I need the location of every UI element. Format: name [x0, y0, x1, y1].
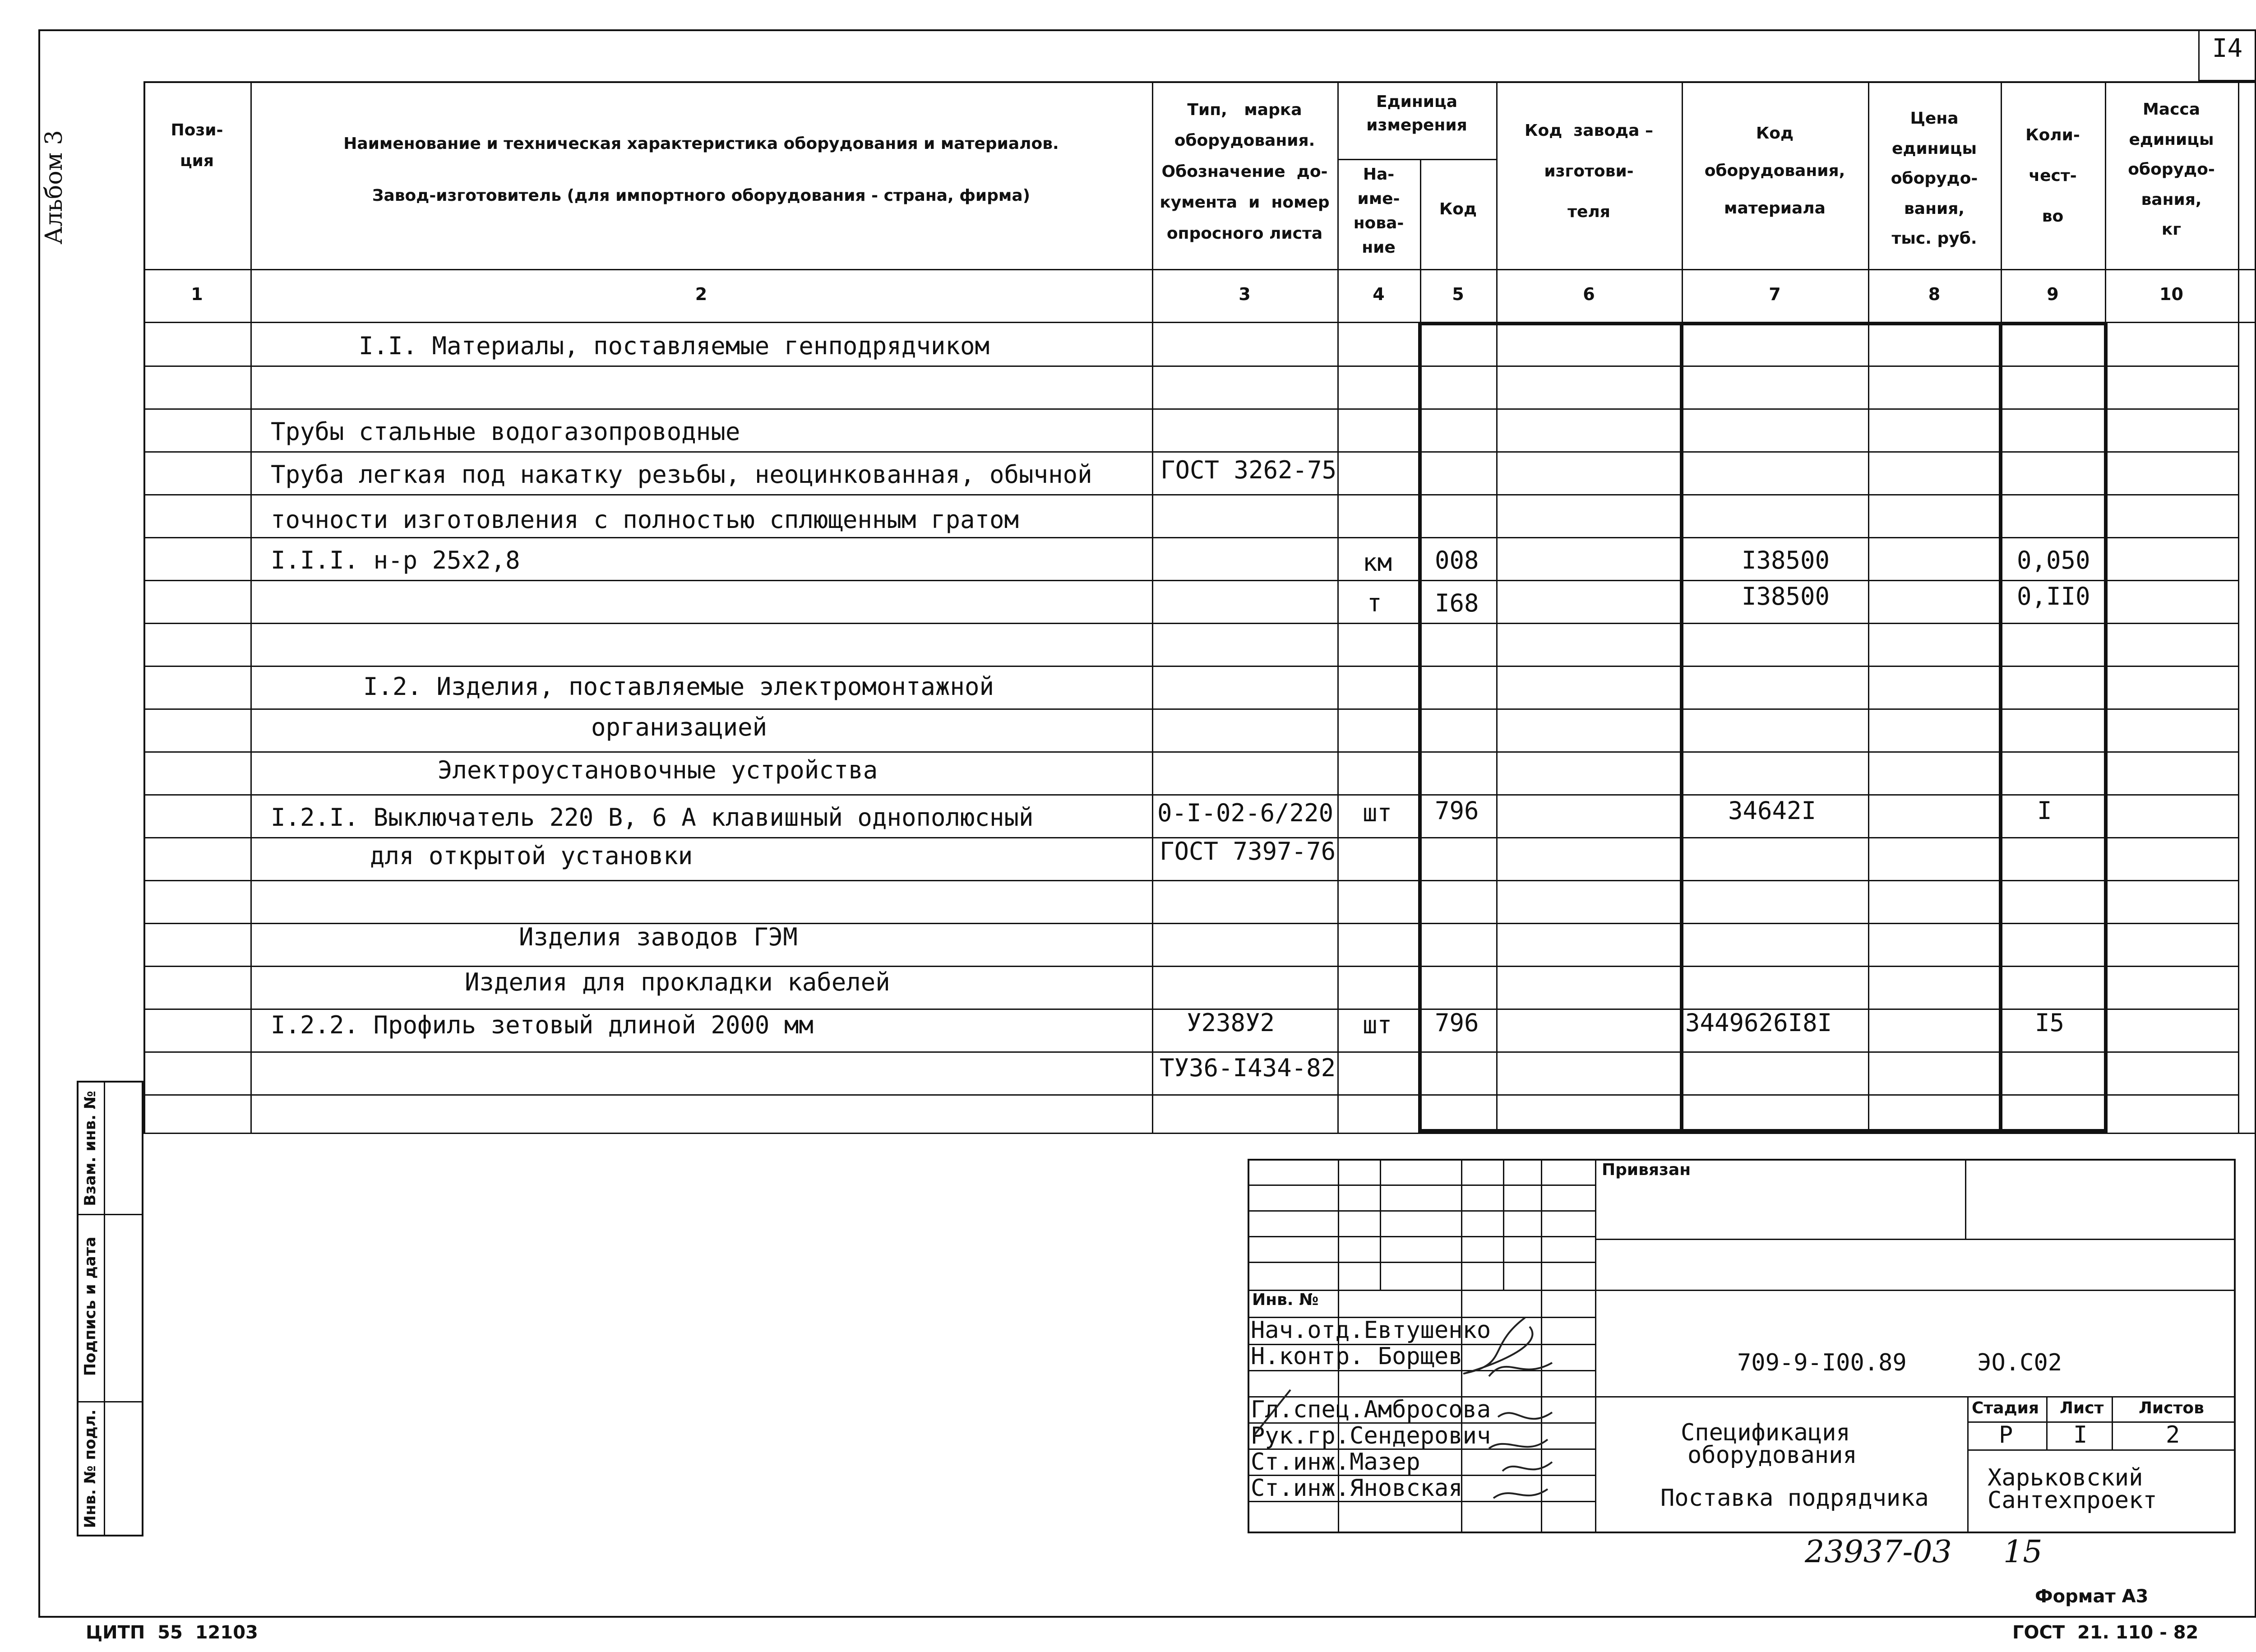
- row-1-2-1-type: 0-I-02-6/220: [1157, 799, 1334, 827]
- page-number: I4: [2212, 34, 2243, 63]
- header-col7: Код оборудования, материала: [1704, 124, 1845, 217]
- row-1-1-1-code: I38500: [1742, 546, 1830, 574]
- stamp-row: [1248, 1236, 1595, 1237]
- stamp-title-2: оборудования: [1687, 1442, 1857, 1469]
- stamp-person-5: Ст.инж.Мазер: [1251, 1448, 1420, 1476]
- row-t-qty: 0,II0: [2017, 582, 2090, 611]
- stamp-stadiya-label: Стадия: [1972, 1399, 2039, 1417]
- row-line: [143, 494, 2238, 495]
- colnum-6: 6: [1583, 284, 1595, 304]
- row-1-2-1-name-2: для открытой установки: [370, 842, 693, 870]
- stamp-listov-label: Листов: [2139, 1399, 2204, 1417]
- thick-col-7: [1680, 322, 1683, 1133]
- stamp-listov: 2: [2166, 1421, 2180, 1448]
- row-cable-title: Изделия для прокладки кабелей: [465, 968, 890, 996]
- colnum-5: 5: [1452, 284, 1464, 304]
- col-line-1: [250, 81, 252, 1134]
- row-line: [143, 923, 2238, 924]
- header-bottom-line: [143, 269, 2256, 270]
- stamp-title-1: Спецификация: [1681, 1419, 1850, 1446]
- stamp-row: [1595, 1239, 2236, 1240]
- row-line: [143, 366, 2238, 367]
- row-line: [143, 451, 2238, 453]
- stamp-person-4: Рук.гр.Сендерович: [1251, 1422, 1491, 1449]
- header-col3: Тип, марка оборудования. Обозначение до- кумента и номер опросного листа: [1160, 101, 1330, 243]
- row-1-2-1-code: 34642I: [1728, 796, 1817, 825]
- stamp-person-3: Гл.спец.Амбросова: [1251, 1396, 1491, 1423]
- stamp-inv-no: Инв. №: [1252, 1291, 1319, 1309]
- row-line: [143, 751, 2238, 753]
- row-1-2-2-unit: шт: [1363, 1011, 1392, 1039]
- row-line: [143, 408, 2238, 410]
- signature-scribbles: [1236, 1300, 1570, 1512]
- stamp-org-2: Сантехпроект: [1988, 1487, 2157, 1514]
- stamp-row: [1248, 1290, 2236, 1291]
- stamp-stadiya: Р: [1999, 1421, 2013, 1448]
- row-1-2-1-qty: I: [2037, 796, 2052, 825]
- footer-right: ГОСТ 21. 110 - 82: [2012, 1622, 2199, 1643]
- stamp-col: [1380, 1159, 1381, 1290]
- stamp-person-6: Ст.инж.Яновская: [1251, 1475, 1463, 1502]
- col-line-10: [2238, 81, 2239, 1134]
- header-col6: Код завода – изготови- теля: [1525, 121, 1653, 221]
- row-1-2-2-unitcode: 796: [1435, 1009, 1479, 1037]
- row-pipes-title: Трубы стальные водогазопроводные: [271, 417, 740, 446]
- header-col4: На- име- нова- ние: [1353, 165, 1404, 257]
- row-line: [143, 708, 2238, 710]
- table-bottom-line: [143, 1133, 2256, 1134]
- row-1-1-1-name: I.I.I. н-р 25х2,8: [271, 546, 520, 574]
- row-line: [143, 623, 2238, 624]
- stamp-col: [2112, 1396, 2113, 1449]
- stamp-row: [1248, 1210, 1595, 1212]
- stamp-person-2: Н.контр. Борщев: [1251, 1343, 1463, 1370]
- colnum-4: 4: [1373, 284, 1385, 304]
- row-line: [143, 666, 2238, 667]
- stamp-designation: 709-9-I00.89 ЭО.С02: [1737, 1349, 2062, 1376]
- row-section-1-1: I.I. Материалы, поставляемые генподрядчиком: [359, 332, 989, 360]
- row-section-1-2-org: организацией: [591, 713, 767, 741]
- stamp-list: I: [2073, 1421, 2088, 1448]
- left-strip-divider: [104, 1081, 105, 1536]
- row-1-2-2-qty: I5: [2035, 1009, 2065, 1037]
- row-1-1-1-qty: 0,050: [2017, 546, 2090, 574]
- stamp-col: [1965, 1159, 1966, 1239]
- stamp-title-3: Поставка подрядчика: [1660, 1485, 1929, 1512]
- album-label: Альбом 3: [41, 130, 68, 245]
- stamp-person-1: Нач.отд.Евтушенко: [1251, 1317, 1491, 1344]
- thick-col-9: [1999, 322, 2002, 1133]
- row-1-2-2-type: У238У2: [1187, 1009, 1275, 1037]
- colnum-7: 7: [1769, 284, 1781, 304]
- unit-subheader-line: [1337, 159, 1496, 160]
- stamp-row: [1967, 1449, 2236, 1451]
- row-line: [143, 1051, 2238, 1053]
- row-line: [143, 1094, 2238, 1096]
- row-t-unitcode: I68: [1435, 589, 1479, 617]
- colnum-8: 8: [1928, 284, 1941, 304]
- footer-left: ЦИТП 55 12103: [86, 1622, 258, 1643]
- stamp-col: [1967, 1396, 1969, 1533]
- stamp-col: [2046, 1396, 2048, 1449]
- colnum-10: 10: [2159, 284, 2183, 304]
- row-line: [143, 966, 2238, 967]
- header-col1: Пози- ция: [171, 121, 223, 171]
- header-col9: Коли- чест- во: [2025, 126, 2080, 226]
- row-1-2-1-gost: ГОСТ 7397-76: [1160, 837, 1336, 865]
- row-pipe-desc-2: точности изготовления с полностью сплющенным гратом: [271, 505, 1019, 534]
- colnum-9: 9: [2047, 284, 2059, 304]
- colnum-3: 3: [1239, 284, 1251, 304]
- format-label: Формат А3: [2035, 1586, 2149, 1607]
- stamp-col: [1503, 1159, 1504, 1290]
- row-1-2-2-code: 3449626I8I: [1685, 1009, 1832, 1037]
- header-col5: Код: [1439, 200, 1477, 218]
- stamp-privyazan: Привязан: [1602, 1161, 1691, 1179]
- row-line: [143, 794, 2238, 796]
- stamp-org-1: Харьковский: [1988, 1464, 2143, 1491]
- row-gem-title: Изделия заводов ГЭМ: [519, 923, 798, 951]
- row-section-1-2: I.2. Изделия, поставляемые электромонтажной: [363, 672, 994, 701]
- row-line: [143, 880, 2238, 881]
- row-1-2-2-name: I.2.2. Профиль зетовый длиной 2000 мм: [271, 1011, 814, 1039]
- row-1-2-1-unit: шт: [1363, 799, 1392, 827]
- colnum-2: 2: [695, 284, 707, 304]
- label-inv: Инв. № подл.: [81, 1409, 99, 1528]
- handwritten-page: 15: [2003, 1534, 2043, 1570]
- label-podpis: Подпись и дата: [81, 1236, 99, 1376]
- colnum-1: 1: [191, 284, 203, 304]
- row-1-2-2-tu: ТУ36-I434-82: [1160, 1054, 1336, 1082]
- label-vzam: Взам. инв. №: [81, 1091, 99, 1206]
- row-line: [143, 580, 2238, 581]
- stamp-list-label: Лист: [2060, 1399, 2104, 1417]
- row-1-2-1-name: I.2.I. Выключатель 220 В, 6 А клавишный однополюсный: [271, 803, 1034, 832]
- row-1-1-1-unit: км: [1363, 548, 1392, 577]
- stamp-row: [1248, 1185, 1595, 1186]
- row-line: [143, 537, 2238, 538]
- header-col2-line1: Наименование и техническая характеристика оборудования и материалов.: [343, 134, 1059, 153]
- row-t-code: I38500: [1742, 582, 1830, 611]
- header-col45: Единица измерения: [1366, 93, 1467, 135]
- handwritten-number: 23937-03: [1805, 1534, 1952, 1570]
- row-1-2-1-unitcode: 796: [1435, 796, 1479, 825]
- row-pipe-desc-1: Труба легкая под накатку резьбы, неоцинкованная, обычной: [271, 460, 1092, 489]
- header-col2-line2: Завод-изготовитель (для импортного оборудования - страна, фирма): [372, 186, 1031, 205]
- header-col8: Цена единицы оборудо- вания, тыс. руб.: [1891, 109, 1978, 248]
- header-col10: Масса единицы оборудо- вания, кг: [2128, 100, 2215, 239]
- row-electro-title: Электроустановочные устройства: [438, 756, 878, 784]
- row-pipe-gost: ГОСТ 3262-75: [1160, 456, 1337, 484]
- stamp-col: [1595, 1159, 1596, 1533]
- stamp-row: [1248, 1262, 1595, 1263]
- row-1-1-1-unitcode: 008: [1435, 546, 1479, 574]
- row-t-unit: т: [1367, 589, 1382, 617]
